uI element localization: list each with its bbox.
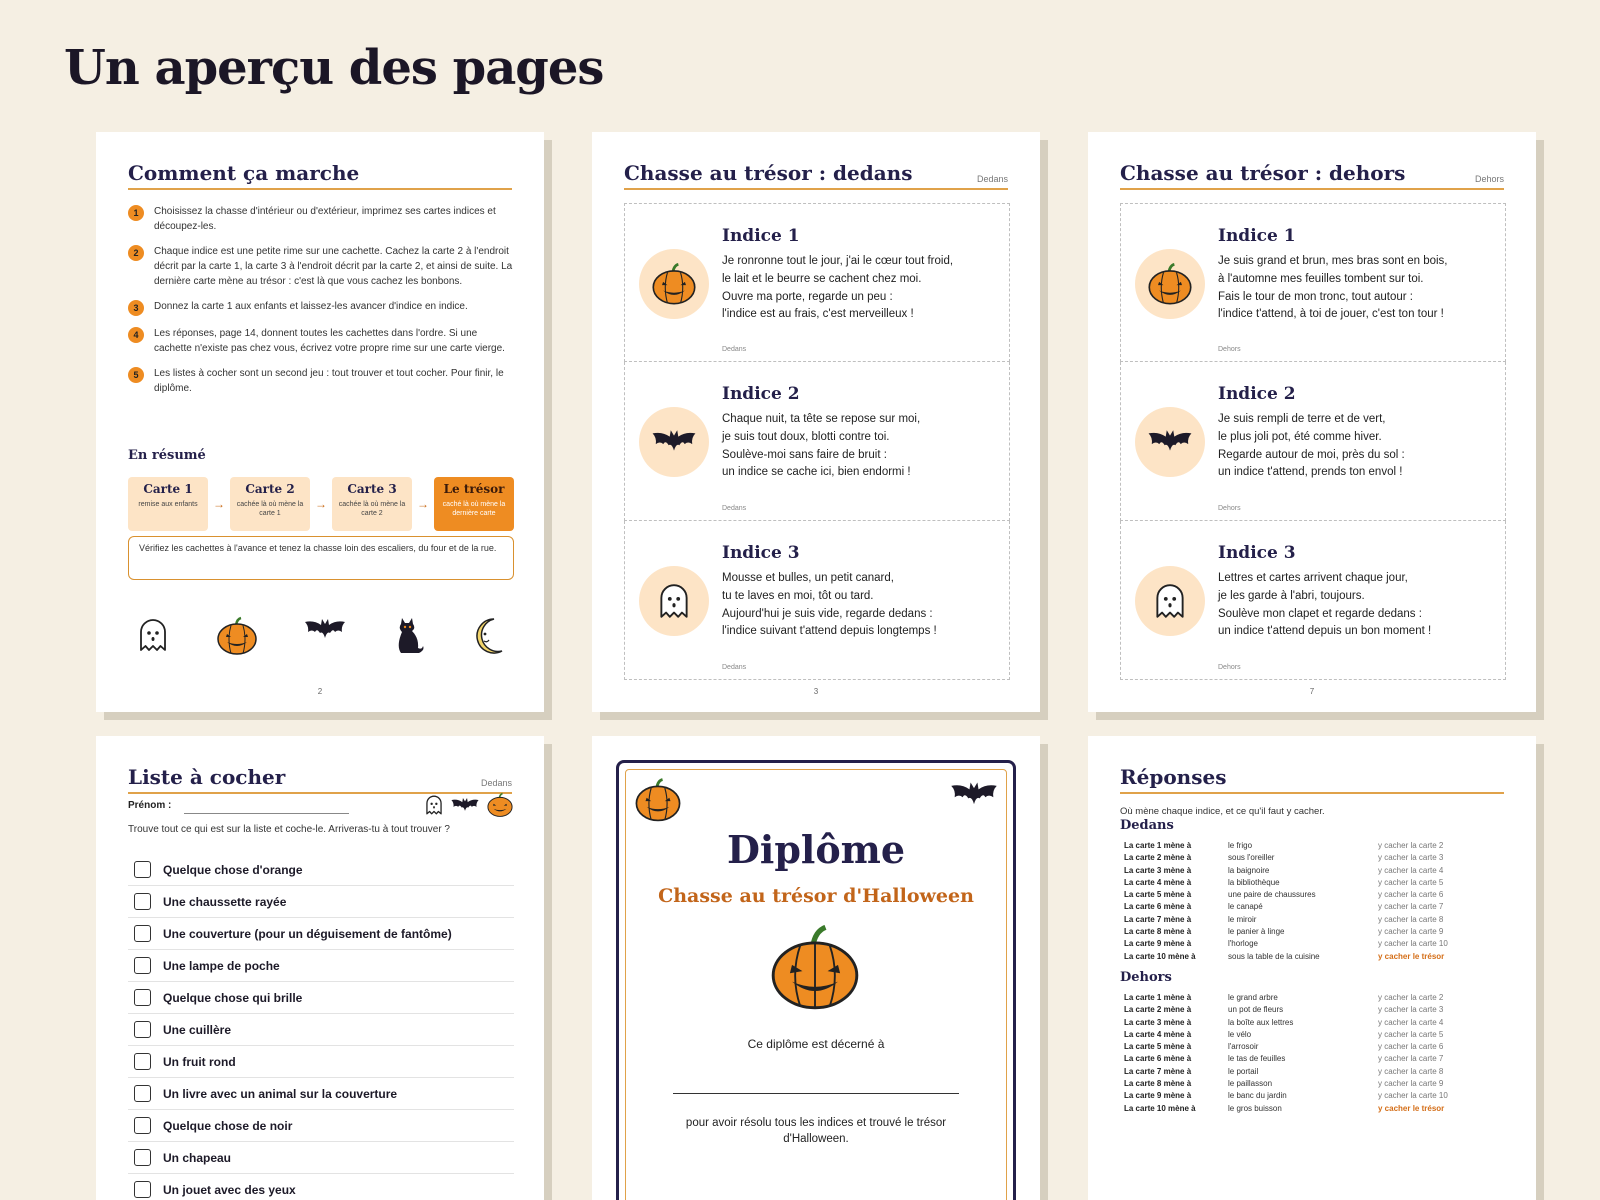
diploma-frame bbox=[616, 760, 1016, 1200]
answer-place: le banc du jardin bbox=[1228, 1091, 1287, 1101]
answer-card: La carte 8 mène à bbox=[1124, 1079, 1192, 1089]
pumpkin-icon bbox=[215, 616, 259, 656]
page-title: Comment ça marche bbox=[128, 161, 360, 185]
moon-icon bbox=[470, 616, 506, 656]
answer-place: la bibliothèque bbox=[1228, 877, 1280, 887]
page-hunt-outside bbox=[1088, 132, 1536, 712]
answer-hide: y cacher la carte 6 bbox=[1378, 1042, 1444, 1052]
page-tag: Dedans bbox=[480, 778, 512, 788]
answer-hide: y cacher la carte 2 bbox=[1378, 993, 1444, 1002]
step-number: 5 bbox=[128, 367, 144, 383]
clue-rhyme bbox=[1218, 411, 1493, 482]
name-label: Prénom : bbox=[128, 800, 172, 811]
answer-hide: y cacher la carte 9 bbox=[1378, 1079, 1444, 1089]
bat-icon bbox=[1146, 427, 1194, 457]
page-answers bbox=[1088, 736, 1536, 1200]
answer-card: La carte 10 mène à bbox=[1124, 1103, 1196, 1113]
answer-place: le frigo bbox=[1228, 841, 1253, 850]
page-header bbox=[128, 764, 512, 794]
rhyme-line: Je suis grand et brun, mes bras sont en bois, bbox=[1218, 255, 1448, 267]
table-row bbox=[1124, 1017, 1504, 1029]
arrow-icon: → bbox=[417, 497, 429, 511]
answers-intro: Où mène chaque indice, et ce qu'il faut y cacher. bbox=[1120, 806, 1325, 817]
rhyme-line: l'indice suivant t'attend depuis longtemps ! bbox=[722, 625, 937, 638]
rhyme-line: Soulève-moi sans faire de bruit : bbox=[722, 448, 887, 461]
answer-hide-treasure: y cacher le trésor bbox=[1378, 951, 1445, 961]
table-row bbox=[1124, 938, 1504, 950]
awarded-to-text: Ce diplôme est décerné à bbox=[747, 1037, 885, 1051]
diploma-subtitle: Chasse au trésor d'Halloween bbox=[658, 885, 974, 907]
step-text: Les réponses, page 14, donnent toutes les cachettes dans l'ordre. Si une cachette n'existe pas chez vous, écrivez votre propre rime sur une carte vierge. bbox=[154, 328, 505, 354]
rhyme-line: l'indice est au frais, c'est merveilleux ! bbox=[722, 308, 914, 321]
answer-place: un pot de fleurs bbox=[1228, 1005, 1284, 1015]
clue-title: Indice 1 bbox=[1218, 226, 1296, 246]
step-text: Les listes à cocher sont un second jeu : tout trouver et tout cocher. Pour finir, le diplôme. bbox=[154, 368, 504, 394]
diploma-reason: pour avoir résolu tous les indices et trouvé le trésor d'Halloween. bbox=[685, 1117, 947, 1146]
rhyme-line: Lettres et cartes arrivent chaque jour, bbox=[1218, 572, 1408, 584]
item-label: Un fruit rond bbox=[163, 1054, 236, 1069]
page-number: 2 bbox=[317, 687, 323, 696]
card-label: Dedans bbox=[722, 505, 747, 512]
answer-hide: y cacher la carte 10 bbox=[1378, 1091, 1448, 1101]
rhyme-line: le plus joli pot, été comme hiver. bbox=[1218, 430, 1382, 443]
rhyme-line: Soulève mon clapet et regarde dedans : bbox=[1218, 607, 1422, 620]
answer-hide: y cacher la carte 7 bbox=[1378, 902, 1444, 912]
page-title: Chasse au trésor : dedans bbox=[624, 161, 913, 185]
section-heading: Dehors bbox=[1120, 970, 1172, 985]
answer-place: l'arrosoir bbox=[1228, 1042, 1259, 1052]
answer-place: l'horloge bbox=[1228, 939, 1258, 949]
table-row bbox=[1124, 1053, 1504, 1065]
answer-card: La carte 5 mène à bbox=[1124, 1042, 1192, 1052]
pumpkin-icon bbox=[486, 792, 514, 818]
main-title: Un aperçu des pages bbox=[64, 40, 604, 96]
page-number: 3 bbox=[813, 687, 819, 696]
flow-box bbox=[230, 477, 310, 531]
item-label: Un livre avec un animal sur la couverture bbox=[163, 1086, 398, 1101]
table-row bbox=[1124, 877, 1504, 889]
step-item bbox=[128, 299, 514, 316]
rhyme-line: je les garde à l'abri, toujours. bbox=[1218, 589, 1365, 602]
ghost-icon bbox=[656, 581, 692, 621]
page-how-it-works bbox=[96, 132, 544, 712]
flow-sub: caché là où mène la dernière carte bbox=[442, 501, 506, 518]
clue-rhyme bbox=[722, 253, 997, 324]
answer-card: La carte 2 mène à bbox=[1124, 853, 1192, 863]
table-row bbox=[1124, 1041, 1504, 1053]
table-row bbox=[1124, 1004, 1504, 1016]
checklist-item[interactable] bbox=[128, 982, 514, 1014]
flow-title: Le trésor bbox=[443, 482, 505, 496]
table-row bbox=[1124, 992, 1504, 1004]
bat-icon bbox=[650, 427, 698, 457]
rhyme-line: à l'automne mes feuilles tombent sur toi. bbox=[1218, 272, 1424, 285]
answer-card: La carte 9 mène à bbox=[1124, 1091, 1192, 1101]
page-number: 7 bbox=[1309, 687, 1315, 696]
answer-card: La carte 5 mène à bbox=[1124, 890, 1192, 900]
rhyme-line: Mousse et bulles, un petit canard, bbox=[722, 572, 894, 584]
answer-place: le gros buisson bbox=[1228, 1103, 1282, 1113]
checkbox[interactable] bbox=[134, 1149, 151, 1166]
ghost-icon bbox=[1152, 581, 1188, 621]
flow-title: Carte 1 bbox=[143, 482, 193, 496]
checkbox[interactable] bbox=[134, 1181, 151, 1198]
page-title: Liste à cocher bbox=[128, 765, 286, 789]
instruction-text: Trouve tout ce qui est sur la liste et coche-le. Arriveras-tu à tout trouver ? bbox=[128, 824, 450, 835]
name-field[interactable] bbox=[184, 813, 349, 814]
answer-card: La carte 9 mène à bbox=[1124, 939, 1192, 949]
page-title: Réponses bbox=[1120, 765, 1227, 789]
diploma-title: Diplôme bbox=[726, 827, 906, 872]
step-number: 2 bbox=[128, 245, 144, 261]
checklist-item[interactable] bbox=[128, 1142, 514, 1174]
page-tag: Dedans bbox=[976, 174, 1008, 184]
checklist-item[interactable] bbox=[128, 886, 514, 918]
card-label: Dedans bbox=[722, 346, 747, 353]
answer-hide: y cacher la carte 10 bbox=[1378, 939, 1448, 949]
card-label: Dehors bbox=[1218, 664, 1241, 671]
flow-sub: remise aux enfants bbox=[138, 501, 198, 508]
section-heading: Dedans bbox=[1120, 818, 1174, 833]
checklist-item[interactable] bbox=[128, 1014, 514, 1046]
page-header bbox=[624, 160, 1008, 190]
answer-hide: y cacher la carte 3 bbox=[1378, 1005, 1444, 1015]
checkbox[interactable] bbox=[134, 1053, 151, 1070]
icon-circle bbox=[639, 249, 709, 319]
checkbox[interactable] bbox=[134, 1085, 151, 1102]
table-row bbox=[1124, 901, 1504, 913]
step-item bbox=[128, 204, 514, 234]
table-row bbox=[1124, 1090, 1504, 1102]
rhyme-line: un indice t'attend, prends ton envol ! bbox=[1218, 466, 1403, 479]
page-header bbox=[1120, 160, 1504, 190]
icon-circle bbox=[639, 566, 709, 636]
step-text: Choisissez la chasse d'intérieur ou d'extérieur, imprimez ses cartes indices et découpez-les. bbox=[154, 206, 496, 232]
safety-tip: Vérifiez les cachettes à l'avance et tenez la chasse loin des escaliers, du four et de la rue. bbox=[128, 536, 514, 580]
answer-place: le miroir bbox=[1228, 914, 1257, 924]
checkbox[interactable] bbox=[134, 957, 151, 974]
rhyme-line: tu te laves en moi, tôt ou tard. bbox=[722, 589, 874, 602]
checklist-item[interactable] bbox=[128, 1174, 514, 1200]
pumpkin-icon bbox=[650, 262, 698, 306]
table-row bbox=[1124, 914, 1504, 926]
checkbox[interactable] bbox=[134, 925, 151, 942]
table-row bbox=[1124, 951, 1504, 963]
checkbox[interactable] bbox=[134, 989, 151, 1006]
checklist-item[interactable] bbox=[128, 918, 514, 950]
checklist-item[interactable] bbox=[128, 1078, 514, 1110]
icon-circle bbox=[639, 407, 709, 477]
step-number: 1 bbox=[128, 205, 144, 221]
clue-title: Indice 3 bbox=[1218, 543, 1296, 563]
bat-icon bbox=[450, 796, 480, 815]
answer-hide: y cacher la carte 2 bbox=[1378, 841, 1444, 850]
clue-card bbox=[624, 362, 1010, 521]
answer-hide: y cacher la carte 5 bbox=[1378, 1029, 1444, 1039]
answer-card: La carte 10 mène à bbox=[1124, 951, 1196, 961]
page-hunt-inside bbox=[592, 132, 1040, 712]
table-row bbox=[1124, 1078, 1504, 1090]
answer-place: sous l'oreiller bbox=[1228, 853, 1275, 863]
icon-circle bbox=[1135, 407, 1205, 477]
table-row bbox=[1124, 1066, 1504, 1078]
answer-place: le vélo bbox=[1228, 1029, 1252, 1039]
rhyme-line: un indice t'attend depuis un bon moment ! bbox=[1218, 625, 1432, 638]
card-label: Dedans bbox=[722, 664, 747, 671]
flow-sub: cachée là où mène la carte 1 bbox=[236, 501, 304, 518]
step-item bbox=[128, 244, 514, 289]
clue-card bbox=[1120, 521, 1506, 680]
clue-card bbox=[1120, 203, 1506, 362]
checklist bbox=[128, 854, 514, 1200]
answer-place: le panier à linge bbox=[1228, 927, 1285, 937]
clue-rhyme bbox=[722, 570, 997, 641]
clue-card bbox=[1120, 362, 1506, 521]
rhyme-line: Je ronronne tout le jour, j'ai le cœur tout froid, bbox=[722, 255, 954, 267]
flow-sub: cachée là où mène la carte 2 bbox=[338, 501, 406, 518]
answer-hide-treasure: y cacher le trésor bbox=[1378, 1103, 1445, 1113]
item-label: Une couverture (pour un déguisement de fantôme) bbox=[163, 926, 452, 941]
icon-row bbox=[136, 616, 506, 656]
rhyme-line: Chaque nuit, ta tête se repose sur moi, bbox=[722, 413, 921, 425]
clue-title: Indice 3 bbox=[722, 543, 800, 563]
clue-title: Indice 2 bbox=[722, 384, 800, 404]
flow-title: Carte 3 bbox=[347, 482, 397, 496]
arrow-icon: → bbox=[213, 497, 225, 511]
checklist-item[interactable] bbox=[128, 1046, 514, 1078]
item-label: Quelque chose de noir bbox=[163, 1118, 293, 1133]
checklist-item[interactable] bbox=[128, 1110, 514, 1142]
answer-card: La carte 1 mène à bbox=[1124, 841, 1192, 850]
answer-hide: y cacher la carte 8 bbox=[1378, 914, 1444, 924]
pumpkin-icon bbox=[633, 777, 683, 823]
arrow-icon: → bbox=[315, 497, 327, 511]
answer-place: le portail bbox=[1228, 1066, 1259, 1076]
rhyme-line: Regarde autour de moi, près du sol : bbox=[1218, 448, 1405, 461]
step-item bbox=[128, 366, 514, 396]
answer-card: La carte 4 mène à bbox=[1124, 1029, 1192, 1039]
checklist-item[interactable] bbox=[128, 950, 514, 982]
answer-card: La carte 1 mène à bbox=[1124, 993, 1192, 1002]
answer-card: La carte 7 mène à bbox=[1124, 1066, 1192, 1076]
answer-hide: y cacher la carte 8 bbox=[1378, 1066, 1444, 1076]
step-item bbox=[128, 326, 514, 356]
card-label: Dehors bbox=[1218, 346, 1241, 353]
answer-card: La carte 6 mène à bbox=[1124, 1054, 1192, 1064]
answer-place: la boîte aux lettres bbox=[1228, 1017, 1294, 1027]
answer-place: le canapé bbox=[1228, 902, 1263, 912]
mini-icons bbox=[424, 792, 514, 818]
rhyme-line: Ouvre ma porte, regarde un peu : bbox=[722, 290, 893, 303]
table-row bbox=[1124, 889, 1504, 901]
clue-rhyme bbox=[722, 411, 997, 482]
answer-card: La carte 7 mène à bbox=[1124, 914, 1192, 924]
checklist-item[interactable] bbox=[128, 854, 514, 886]
item-label: Une cuillère bbox=[163, 1022, 232, 1037]
clue-rhyme bbox=[1218, 570, 1493, 641]
table-row bbox=[1124, 865, 1504, 877]
pumpkin-icon bbox=[1146, 262, 1194, 306]
pumpkin-icon bbox=[769, 923, 861, 1011]
answer-place: sous la table de la cuisine bbox=[1228, 951, 1320, 961]
answer-place: le tas de feuilles bbox=[1228, 1054, 1286, 1064]
rhyme-line: un indice se cache ici, bien endormi ! bbox=[722, 466, 911, 479]
checkbox[interactable] bbox=[134, 893, 151, 910]
step-text: Chaque indice est une petite rime sur une cachette. Cachez la carte 2 à l'endroit décrit par la carte 1, la carte 3 à l'endroit décrit par la carte 2, et ainsi de suite. La dernière carte mène au trésor : c'est là que vous cachez les bonbons. bbox=[154, 246, 513, 287]
answer-card: La carte 3 mène à bbox=[1124, 865, 1192, 875]
bat-icon bbox=[303, 616, 347, 644]
summary-title: En résumé bbox=[128, 448, 206, 463]
answer-card: La carte 4 mène à bbox=[1124, 877, 1192, 887]
clue-card bbox=[624, 521, 1010, 680]
item-label: Quelque chose qui brille bbox=[163, 990, 303, 1005]
recipient-name-line[interactable] bbox=[673, 1093, 959, 1094]
bat-icon bbox=[949, 779, 999, 811]
rhyme-line: Fais le tour de mon tronc, tout autour : bbox=[1218, 290, 1413, 303]
table-row bbox=[1124, 1103, 1504, 1115]
item-label: Un chapeau bbox=[163, 1150, 232, 1165]
item-label: Une lampe de poche bbox=[163, 958, 280, 973]
card-label: Dehors bbox=[1218, 505, 1241, 512]
rhyme-line: l'indice t'attend, à toi de jouer, c'est ton tour ! bbox=[1218, 308, 1444, 321]
answer-card: La carte 3 mène à bbox=[1124, 1017, 1192, 1027]
flow-box bbox=[128, 477, 208, 531]
answer-place: le paillasson bbox=[1228, 1079, 1273, 1089]
checkbox[interactable] bbox=[134, 1021, 151, 1038]
step-text: Donnez la carte 1 aux enfants et laissez-les avancer d'indice en indice. bbox=[154, 301, 468, 312]
rhyme-line: Je suis rempli de terre et de vert, bbox=[1218, 413, 1386, 425]
answer-place: la baignoire bbox=[1228, 865, 1270, 875]
step-number: 3 bbox=[128, 300, 144, 316]
flow-title: Carte 2 bbox=[245, 482, 295, 496]
item-label: Un jouet avec des yeux bbox=[163, 1182, 296, 1197]
table-row bbox=[1124, 926, 1504, 938]
answer-place: une paire de chaussures bbox=[1228, 890, 1316, 900]
item-label: Une chaussette rayée bbox=[163, 894, 287, 909]
clue-title: Indice 2 bbox=[1218, 384, 1296, 404]
page-header bbox=[1120, 764, 1504, 794]
table-row bbox=[1124, 1029, 1504, 1041]
table-row bbox=[1124, 840, 1504, 852]
answers-table bbox=[1124, 992, 1504, 1115]
rhyme-line: Aujourd'hui je suis vide, regarde dedans : bbox=[722, 607, 933, 620]
steps-list bbox=[128, 204, 514, 406]
checkbox[interactable] bbox=[134, 1117, 151, 1134]
clue-title: Indice 1 bbox=[722, 226, 800, 246]
rhyme-line: je suis tout doux, blotti contre toi. bbox=[722, 430, 890, 443]
clue-card bbox=[624, 203, 1010, 362]
page-tag: Dehors bbox=[1474, 174, 1504, 184]
ghost-icon bbox=[424, 793, 444, 817]
answer-hide: y cacher la carte 4 bbox=[1378, 1017, 1444, 1027]
page-title: Chasse au trésor : dehors bbox=[1120, 161, 1406, 185]
item-label: Quelque chose d'orange bbox=[163, 862, 303, 877]
icon-circle bbox=[1135, 249, 1205, 319]
answer-hide: y cacher la carte 9 bbox=[1378, 927, 1444, 937]
flow-box bbox=[332, 477, 412, 531]
clue-rhyme bbox=[1218, 253, 1493, 324]
answer-hide: y cacher la carte 7 bbox=[1378, 1054, 1444, 1064]
answer-hide: y cacher la carte 3 bbox=[1378, 853, 1444, 863]
answer-hide: y cacher la carte 5 bbox=[1378, 877, 1444, 887]
rhyme-line: le lait et le beurre se cachent chez moi. bbox=[722, 272, 922, 285]
summary-flow bbox=[128, 476, 514, 532]
page-diploma bbox=[592, 736, 1040, 1200]
cat-icon bbox=[392, 616, 426, 656]
answer-card: La carte 6 mène à bbox=[1124, 902, 1192, 912]
icon-circle bbox=[1135, 566, 1205, 636]
checkbox[interactable] bbox=[134, 861, 151, 878]
page-header bbox=[128, 160, 512, 190]
answer-hide: y cacher la carte 6 bbox=[1378, 890, 1444, 900]
table-row bbox=[1124, 852, 1504, 864]
page-checklist bbox=[96, 736, 544, 1200]
step-number: 4 bbox=[128, 327, 144, 343]
flow-box-treasure bbox=[434, 477, 514, 531]
answer-place: le grand arbre bbox=[1228, 993, 1278, 1002]
answers-table bbox=[1124, 840, 1504, 963]
ghost-icon bbox=[136, 616, 170, 654]
answer-card: La carte 2 mène à bbox=[1124, 1005, 1192, 1015]
answer-card: La carte 8 mène à bbox=[1124, 927, 1192, 937]
answer-hide: y cacher la carte 4 bbox=[1378, 865, 1444, 875]
